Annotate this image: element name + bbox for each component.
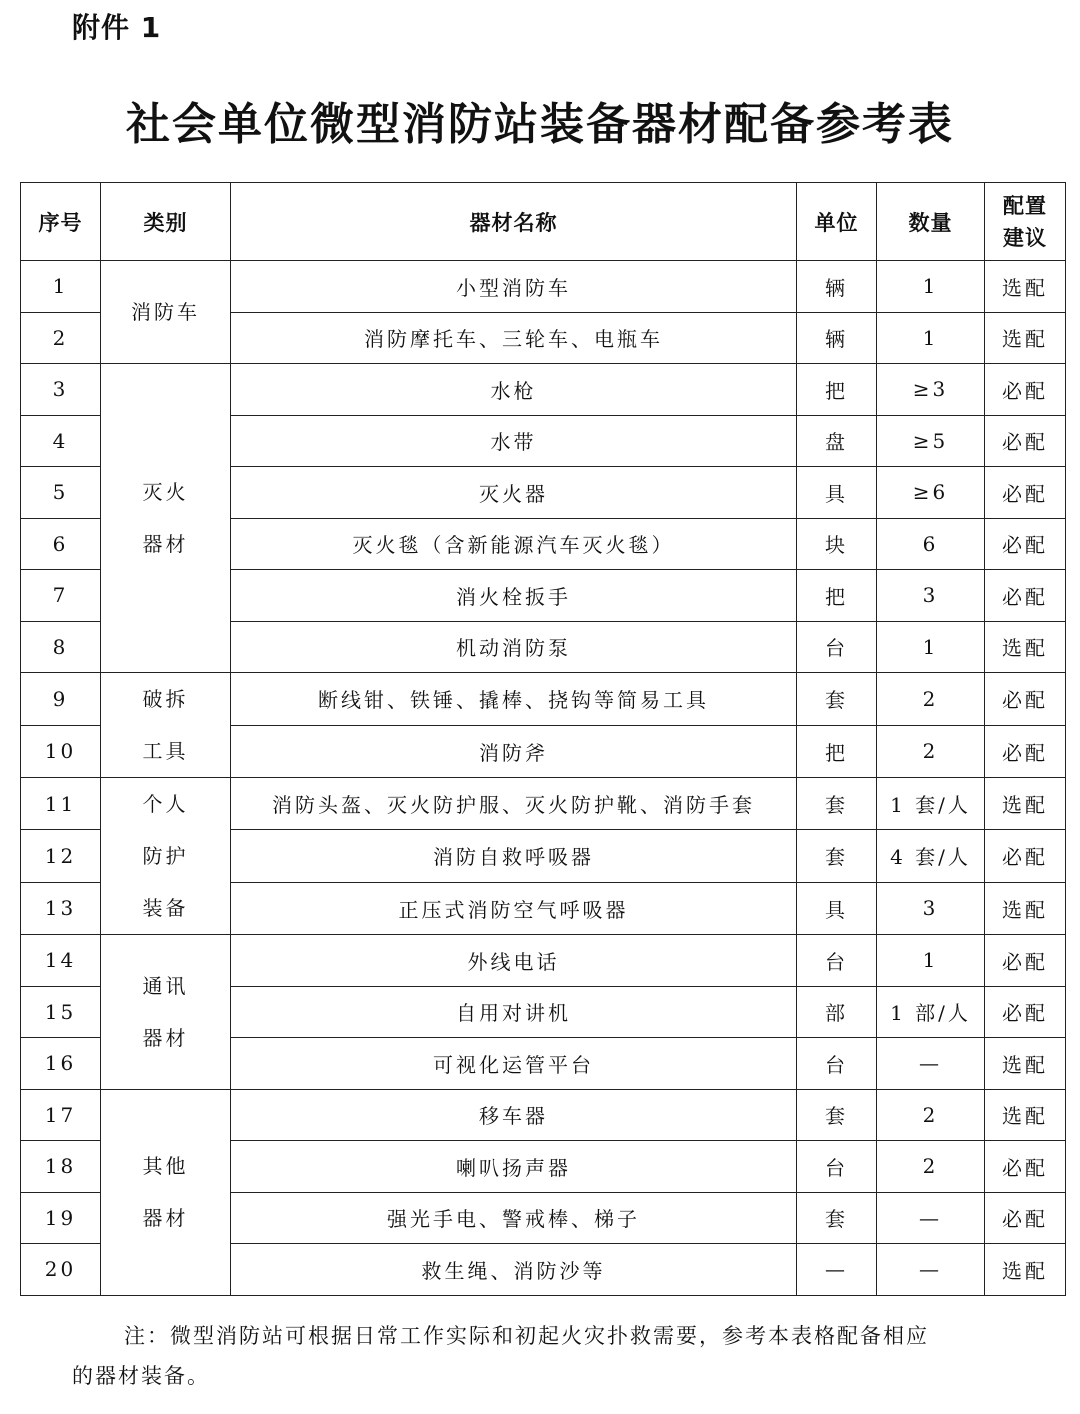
header-qty: 数量 bbox=[877, 183, 985, 261]
category-protection bbox=[101, 778, 231, 935]
cell-name: 救生绳、消防沙等 bbox=[231, 1244, 797, 1296]
cell-seq: 2 bbox=[21, 312, 101, 364]
cell-seq: 11 bbox=[21, 778, 101, 830]
attachment-label: 附件 1 bbox=[72, 11, 162, 44]
cell-seq: 5 bbox=[21, 467, 101, 519]
cell-seq: 12 bbox=[21, 830, 101, 882]
category-label: 防护 bbox=[142, 844, 189, 868]
category-label: 器材 bbox=[142, 1206, 189, 1230]
cell-unit: 套 bbox=[797, 673, 877, 726]
cell-qty: 2 bbox=[877, 1141, 985, 1193]
table-header-row bbox=[21, 183, 1066, 261]
category-label: 破拆 bbox=[142, 687, 189, 711]
header-unit: 单位 bbox=[797, 183, 877, 261]
cell-config: 必配 bbox=[985, 1141, 1066, 1193]
cell-qty: 6 bbox=[877, 518, 985, 570]
cell-name: 水枪 bbox=[231, 364, 797, 416]
cell-name: 消防头盔、灭火防护服、灭火防护靴、消防手套 bbox=[231, 778, 797, 830]
category-extinguish bbox=[101, 364, 231, 673]
cell-unit: 辆 bbox=[797, 312, 877, 364]
cell-seq: 7 bbox=[21, 570, 101, 622]
equipment-table bbox=[20, 182, 1066, 1296]
cell-config: 必配 bbox=[985, 725, 1066, 778]
category-label: 器材 bbox=[142, 532, 189, 556]
cell-qty: 1 部/人 bbox=[877, 986, 985, 1038]
cell-qty: 3 bbox=[877, 570, 985, 622]
category-other bbox=[101, 1089, 231, 1295]
category-label: 通讯 bbox=[142, 973, 189, 998]
category-label: 个人 bbox=[142, 792, 189, 816]
footnote-line-2: 的器材装备。 bbox=[72, 1364, 210, 1388]
header-name: 器材名称 bbox=[231, 183, 797, 261]
category-label: 工具 bbox=[142, 739, 189, 763]
cell-config: 选配 bbox=[985, 778, 1066, 830]
cell-name: 自用对讲机 bbox=[231, 986, 797, 1038]
cell-unit: 台 bbox=[797, 621, 877, 673]
category-label: 器材 bbox=[142, 1025, 189, 1050]
cell-name: 可视化运管平台 bbox=[231, 1038, 797, 1090]
cell-qty: 1 bbox=[877, 935, 985, 987]
cell-qty: 4 套/人 bbox=[877, 830, 985, 882]
cell-unit: 把 bbox=[797, 725, 877, 778]
cell-name: 小型消防车 bbox=[231, 261, 797, 313]
table-row bbox=[21, 673, 1066, 726]
cell-qty: 3 bbox=[877, 882, 985, 934]
cell-name: 消防斧 bbox=[231, 725, 797, 778]
cell-qty: 2 bbox=[877, 673, 985, 726]
cell-unit: 把 bbox=[797, 570, 877, 622]
cell-seq: 14 bbox=[21, 935, 101, 987]
cell-name: 移车器 bbox=[231, 1089, 797, 1141]
cell-seq: 17 bbox=[21, 1089, 101, 1141]
cell-seq: 18 bbox=[21, 1141, 101, 1193]
cell-config: 选配 bbox=[985, 312, 1066, 364]
cell-config: 必配 bbox=[985, 467, 1066, 519]
table-row bbox=[21, 261, 1066, 313]
cell-name: 消防摩托车、三轮车、电瓶车 bbox=[231, 312, 797, 364]
cell-unit: — bbox=[797, 1244, 877, 1296]
cell-seq: 10 bbox=[21, 725, 101, 778]
cell-name: 断线钳、铁锤、撬棒、挠钩等简易工具 bbox=[231, 673, 797, 726]
cell-unit: 套 bbox=[797, 1192, 877, 1244]
cell-config: 必配 bbox=[985, 364, 1066, 416]
category-label: 消防车 bbox=[131, 300, 200, 324]
cell-config: 必配 bbox=[985, 518, 1066, 570]
cell-config: 必配 bbox=[985, 415, 1066, 467]
cell-unit: 台 bbox=[797, 1038, 877, 1090]
cell-unit: 辆 bbox=[797, 261, 877, 313]
footnote-line-1: 注：微型消防站可根据日常工作实际和初起火灾扑救需要，参考本表格配备相应 bbox=[124, 1324, 929, 1348]
page-title: 社会单位微型消防站装备器材配备参考表 bbox=[126, 99, 954, 150]
cell-config: 必配 bbox=[985, 1192, 1066, 1244]
cell-config: 选配 bbox=[985, 1038, 1066, 1090]
footnote bbox=[72, 1316, 1032, 1396]
cell-name: 正压式消防空气呼吸器 bbox=[231, 882, 797, 934]
cell-config: 选配 bbox=[985, 882, 1066, 934]
cell-unit: 台 bbox=[797, 935, 877, 987]
header-config bbox=[985, 183, 1066, 261]
cell-unit: 块 bbox=[797, 518, 877, 570]
cell-qty: 2 bbox=[877, 1089, 985, 1141]
cell-config: 必配 bbox=[985, 673, 1066, 726]
cell-config: 选配 bbox=[985, 621, 1066, 673]
cell-name: 消防自救呼吸器 bbox=[231, 830, 797, 882]
category-label: 其他 bbox=[142, 1154, 189, 1178]
cell-unit: 套 bbox=[797, 830, 877, 882]
cell-seq: 16 bbox=[21, 1038, 101, 1090]
table-row bbox=[21, 935, 1066, 987]
table-row bbox=[21, 1089, 1066, 1141]
cell-seq: 8 bbox=[21, 621, 101, 673]
category-demolition bbox=[101, 673, 231, 778]
cell-config: 选配 bbox=[985, 1244, 1066, 1296]
cell-seq: 20 bbox=[21, 1244, 101, 1296]
cell-name: 灭火器 bbox=[231, 467, 797, 519]
cell-unit: 把 bbox=[797, 364, 877, 416]
cell-unit: 具 bbox=[797, 882, 877, 934]
cell-qty: 2 bbox=[877, 725, 985, 778]
cell-qty: 1 bbox=[877, 621, 985, 673]
category-comms bbox=[101, 935, 231, 1090]
cell-config: 必配 bbox=[985, 830, 1066, 882]
header-config-line1: 配置 bbox=[1003, 193, 1047, 218]
cell-config: 选配 bbox=[985, 1089, 1066, 1141]
cell-qty: ≥3 bbox=[877, 364, 985, 416]
cell-name: 消火栓扳手 bbox=[231, 570, 797, 622]
cell-unit: 套 bbox=[797, 778, 877, 830]
cell-seq: 13 bbox=[21, 882, 101, 934]
cell-qty: 1 bbox=[877, 261, 985, 313]
cell-unit: 部 bbox=[797, 986, 877, 1038]
cell-unit: 盘 bbox=[797, 415, 877, 467]
cell-seq: 9 bbox=[21, 673, 101, 726]
cell-unit: 台 bbox=[797, 1141, 877, 1193]
cell-qty: 1 套/人 bbox=[877, 778, 985, 830]
cell-name: 喇叭扬声器 bbox=[231, 1141, 797, 1193]
cell-seq: 19 bbox=[21, 1192, 101, 1244]
cell-qty: ≥5 bbox=[877, 415, 985, 467]
cell-name: 外线电话 bbox=[231, 935, 797, 987]
cell-name: 灭火毯（含新能源汽车灭火毯） bbox=[231, 518, 797, 570]
table-row bbox=[21, 364, 1066, 416]
cell-seq: 1 bbox=[21, 261, 101, 313]
cell-unit: 具 bbox=[797, 467, 877, 519]
cell-seq: 6 bbox=[21, 518, 101, 570]
cell-qty: — bbox=[877, 1244, 985, 1296]
table-row bbox=[21, 778, 1066, 830]
cell-unit: 套 bbox=[797, 1089, 877, 1141]
cell-seq: 4 bbox=[21, 415, 101, 467]
cell-qty: ≥6 bbox=[877, 467, 985, 519]
cell-qty: — bbox=[877, 1038, 985, 1090]
cell-config: 必配 bbox=[985, 570, 1066, 622]
cell-config: 必配 bbox=[985, 935, 1066, 987]
header-category: 类别 bbox=[101, 183, 231, 261]
category-label: 装备 bbox=[142, 896, 189, 920]
cell-seq: 3 bbox=[21, 364, 101, 416]
cell-name: 机动消防泵 bbox=[231, 621, 797, 673]
cell-config: 选配 bbox=[985, 261, 1066, 313]
category-label: 灭火 bbox=[142, 480, 189, 504]
cell-seq: 15 bbox=[21, 986, 101, 1038]
cell-qty: 1 bbox=[877, 312, 985, 364]
cell-name: 水带 bbox=[231, 415, 797, 467]
category-truck bbox=[101, 261, 231, 364]
header-seq: 序号 bbox=[21, 183, 101, 261]
cell-name: 强光手电、警戒棒、梯子 bbox=[231, 1192, 797, 1244]
cell-config: 必配 bbox=[985, 986, 1066, 1038]
header-config-line2: 建议 bbox=[1003, 225, 1047, 250]
cell-qty: — bbox=[877, 1192, 985, 1244]
